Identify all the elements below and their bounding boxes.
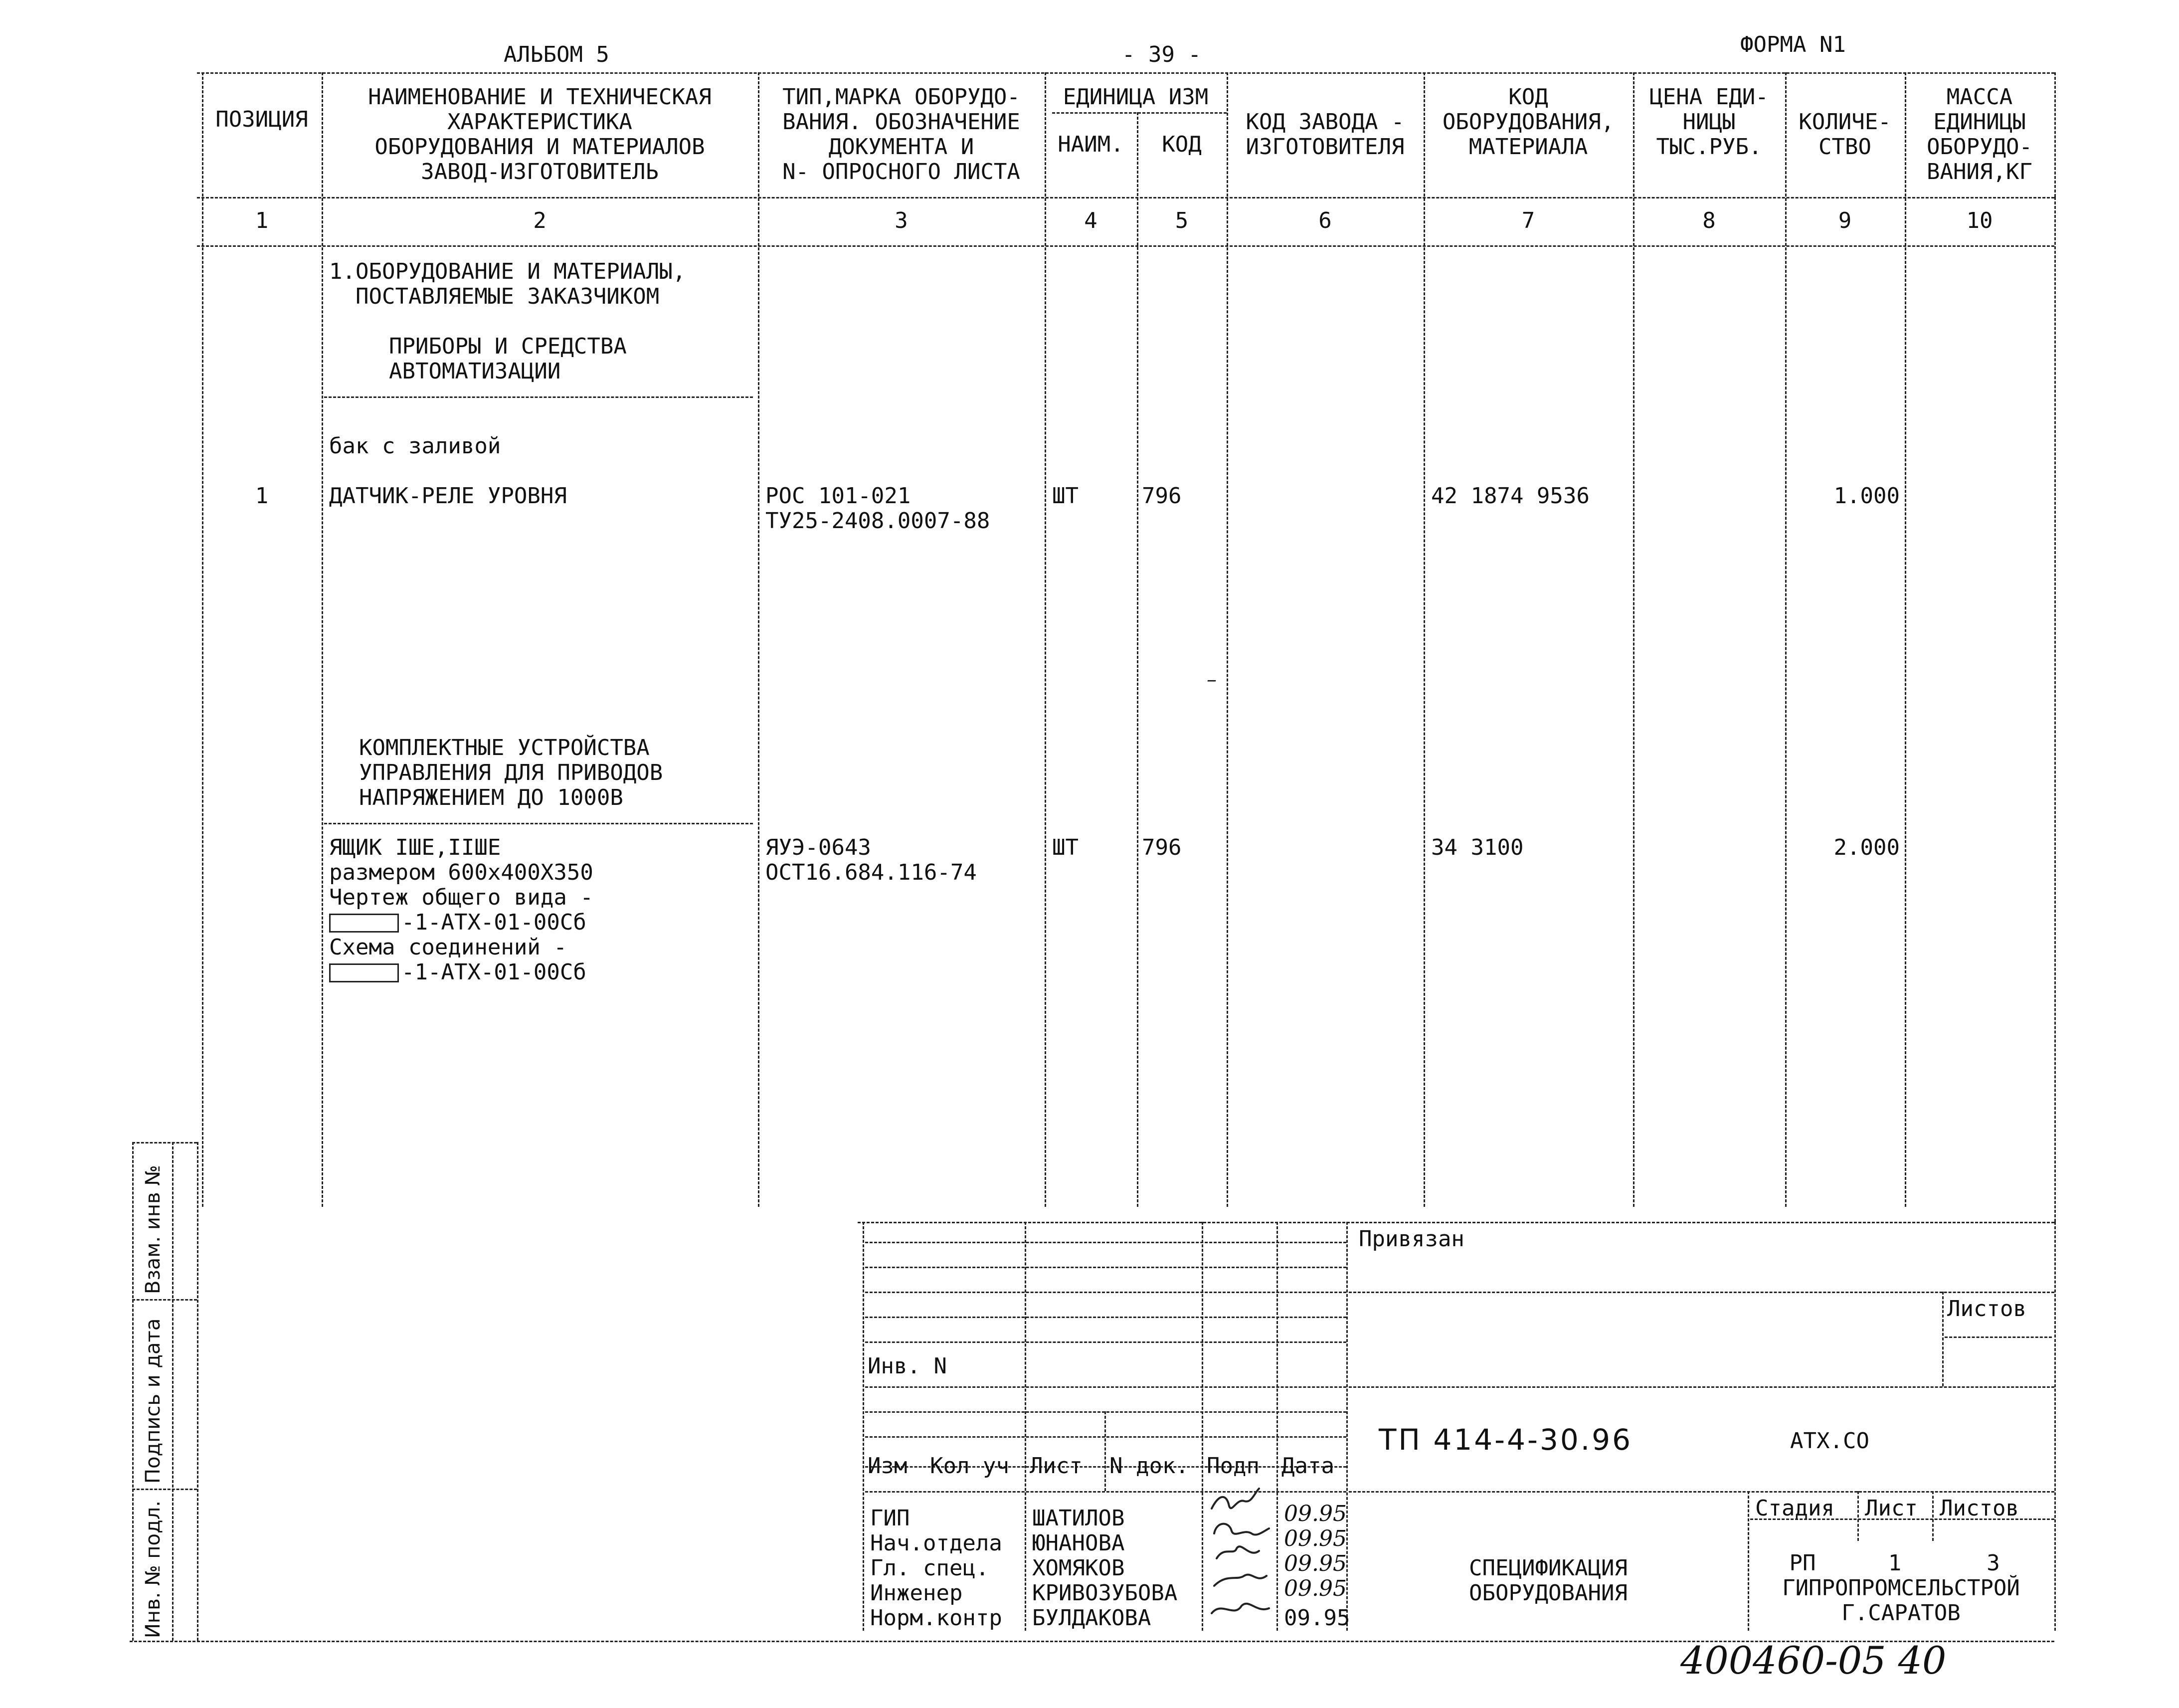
organization-city: Г.САРАТОВ: [1841, 1600, 1961, 1626]
rev-line-7: [865, 1411, 1346, 1413]
col-number-6: 6: [1318, 208, 1332, 233]
stamp-col-mid: [172, 1142, 174, 1641]
col-number-8: 8: [1702, 208, 1716, 233]
item1-equipment-code: 42 1874 9536: [1431, 483, 1590, 509]
col-header-mass: МАССА ЕДИНИЦЫ ОБОРУДО- ВАНИЯ,КГ: [1927, 84, 2032, 185]
role-engineer: Инженер: [870, 1580, 963, 1606]
signature-3: [1217, 1546, 1259, 1558]
item1-position: 1: [255, 483, 269, 509]
staff-name-2: ЮНАНОВА: [1032, 1530, 1125, 1556]
titleblock-top-border: [858, 1222, 2054, 1223]
col-number-3: 3: [895, 208, 908, 233]
section1-title: 1.ОБОРУДОВАНИЕ И МАТЕРИАЛЫ, ПОСТАВЛЯЕМЫЕ ЗАКАЗЧИКОМ: [329, 259, 686, 309]
table-top-border: [197, 72, 2054, 74]
col-border-4: [1137, 112, 1138, 1207]
tank-note: бак с заливой: [329, 433, 501, 459]
bound-label: Привязан: [1359, 1226, 1464, 1252]
sheets-count-header: Листов: [1940, 1496, 2019, 1521]
section1-underline: [324, 396, 753, 398]
item1-type: РОС 101-021 ТУ25-2408.0007-88: [765, 483, 990, 534]
col-header-plant-code: КОД ЗАВОДА - ИЗГОТОВИТЕЛЯ: [1246, 109, 1405, 160]
rev-line-4: [865, 1317, 1346, 1318]
stamp-col-left: [132, 1142, 134, 1641]
unit-group-divider: [1052, 112, 1227, 114]
role-department-head: Нач.отдела: [870, 1530, 1002, 1556]
col-border-2: [758, 72, 759, 1207]
col-header-quantity: КОЛИЧЕ- СТВО: [1799, 109, 1891, 160]
staff-name-1: ШАТИЛОВ: [1032, 1506, 1125, 1531]
sign-date-2: 09.95: [1284, 1526, 1347, 1551]
col-header-position: ПОЗИЦИЯ: [215, 107, 308, 132]
col-number-10: 10: [1966, 208, 1993, 233]
stamp-line-top: [132, 1142, 197, 1143]
rev-line-8: [865, 1436, 1346, 1438]
tb-right-line-3: [1349, 1491, 2054, 1493]
col-header-unit-name: НАИМ.: [1058, 132, 1124, 157]
handwritten-signatures: [1207, 1484, 1276, 1633]
sign-date-4: 09.95: [1284, 1576, 1347, 1601]
document-suffix: АТХ.СО: [1790, 1428, 1869, 1454]
stamp-col-right: [197, 1142, 198, 1641]
item2-quantity: 2.000: [1833, 835, 1900, 860]
stage-header: Стадия: [1755, 1496, 1834, 1521]
header-bottom-border: [197, 197, 2054, 198]
section2-underline: [324, 823, 753, 824]
col-number-4: 4: [1084, 208, 1097, 233]
signature-4: [1214, 1575, 1267, 1586]
stamp-replacement-inventory: Взам. инв №: [142, 1165, 165, 1294]
scheme-code-blank-box: [329, 963, 399, 982]
titleblock-left-border: [863, 1222, 864, 1631]
col-border-left: [202, 72, 203, 1207]
titleblock-right-border: [2054, 1222, 2056, 1631]
col-header-unit-group: ЕДИНИЦА ИЗМ: [1063, 84, 1209, 110]
staff-name-3: ХОМЯКОВ: [1032, 1555, 1125, 1581]
col-number-2: 2: [533, 208, 546, 233]
item1-unit: ШТ: [1052, 483, 1079, 509]
role-chief-specialist: Гл. спец.: [870, 1555, 989, 1581]
sign-date-5: 09.95: [1284, 1605, 1350, 1631]
col-border-3: [1045, 72, 1046, 1207]
stray-mark: –: [1207, 668, 1217, 691]
stage-value: РП: [1789, 1550, 1816, 1576]
role-chief-engineer: ГИП: [870, 1506, 910, 1531]
col-border-6: [1424, 72, 1425, 1207]
tb-col-d: [1276, 1222, 1278, 1631]
document-title: СПЕЦИФИКАЦИЯ ОБОРУДОВАНИЯ: [1469, 1555, 1628, 1606]
tb-col-a: [1025, 1222, 1026, 1631]
col-number-1: 1: [255, 208, 269, 233]
col-border-5: [1227, 72, 1228, 1207]
role-norm-control: Норм.контр: [870, 1605, 1002, 1631]
item2-type: ЯУЭ-0643 ОСТ16.684.116-74: [765, 835, 977, 885]
rev-line-1: [865, 1242, 1346, 1243]
item2-unit-code: 796: [1142, 835, 1182, 860]
tb-sheets-line: [1945, 1336, 2052, 1338]
tb-col-c: [1202, 1222, 1203, 1631]
staff-name-5: БУЛДАКОВА: [1032, 1605, 1151, 1631]
col-number-9: 9: [1838, 208, 1852, 233]
col-border-right: [2054, 197, 2056, 1222]
item2-name-line2: размером 600х400Х350: [329, 860, 593, 885]
col-border-right-top: [2054, 72, 2056, 197]
tb-stage-col-2: [1932, 1491, 1934, 1541]
rev-line-3: [865, 1292, 1346, 1293]
col-header-name: НАИМЕНОВАНИЕ И ТЕХНИЧЕСКАЯ ХАРАКТЕРИСТИКА ОБОРУДОВАНИЯ И МАТЕРИАЛОВ ЗАВОД-ИЗГОТОВИТЕЛЬ: [368, 84, 712, 185]
sheets-count-value: 3: [1987, 1550, 2000, 1576]
col-header-price: ЦЕНА ЕДИ- НИЦЫ ТЫС.РУБ.: [1649, 84, 1769, 160]
col-number-7: 7: [1521, 208, 1535, 233]
signature-5: [1212, 1604, 1269, 1613]
rev-line-2: [865, 1267, 1346, 1268]
album-label: АЛЬБОМ 5: [504, 42, 609, 67]
tb-right-line-1: [1349, 1292, 2054, 1293]
item2-name-line6: -1-АТХ-01-00Сб: [401, 959, 586, 985]
staff-name-4: КРИВОЗУБОВА: [1032, 1580, 1178, 1606]
archive-number: 400460-05 40: [1680, 1638, 1947, 1683]
stamp-signature-date: Подпись и дата: [142, 1318, 165, 1484]
section1-subtitle: ПРИБОРЫ И СРЕДСТВА АВТОМАТИЗАЦИИ: [389, 334, 627, 384]
inventory-label: Инв. N: [868, 1353, 947, 1379]
item2-name-line5: Схема соединений -: [329, 935, 567, 960]
sheets-label: Листов: [1947, 1296, 2026, 1322]
col-number-5: 5: [1175, 208, 1189, 233]
rev-header-doc: N док.: [1109, 1453, 1189, 1479]
organization-name: ГИПРОПРОМСЕЛЬСТРОЙ: [1782, 1575, 2020, 1601]
document-code: ТП 414-4-30.96: [1379, 1423, 1633, 1457]
item1-name: ДАТЧИК-РЕЛЕ УРОВНЯ: [329, 483, 567, 509]
section2-title: КОМПЛЕКТНЫЕ УСТРОЙСТВА УПРАВЛЕНИЯ ДЛЯ ПРИВОДОВ НАПРЯЖЕНИЕМ ДО 1000В: [359, 735, 663, 810]
sign-date-3: 09.95: [1284, 1551, 1347, 1576]
col-header-unit-code: КОД: [1162, 132, 1202, 157]
item1-quantity: 1.000: [1833, 483, 1900, 509]
item2-name-line3: Чертеж общего вида -: [329, 885, 593, 910]
item2-equipment-code: 34 3100: [1431, 835, 1524, 860]
tb-stage-col-1: [1857, 1491, 1859, 1541]
rev-line-6: [865, 1386, 1346, 1388]
signature-2: [1214, 1524, 1269, 1535]
rev-header-sheet: Лист: [1030, 1453, 1083, 1479]
col-header-equipment-code: КОД ОБОРУДОВАНИЯ, МАТЕРИАЛА: [1442, 84, 1615, 160]
page-number: - 39 -: [1122, 42, 1201, 67]
stamp-line-2: [132, 1299, 197, 1301]
col-border-8: [1785, 72, 1787, 1207]
rev-header-date: Дата: [1281, 1453, 1334, 1479]
numbers-bottom-border: [197, 245, 2054, 247]
rev-header-signature: Подп: [1207, 1453, 1260, 1479]
tb-right-line-2: [1349, 1386, 2054, 1388]
signature-1: [1212, 1489, 1259, 1509]
col-border-7: [1633, 72, 1634, 1207]
stamp-original-inventory: Инв. № подл.: [142, 1501, 165, 1638]
stamp-line-3: [132, 1489, 197, 1490]
col-header-type: ТИП,МАРКА ОБОРУДО- ВАНИЯ. ОБОЗНАЧЕНИЕ ДОКУМЕНТА И N- ОПРОСНОГО ЛИСТА: [782, 84, 1020, 185]
item1-unit-code: 796: [1142, 483, 1182, 509]
rev-header-change: Изм: [868, 1453, 908, 1479]
drawing-code-blank-box: [329, 914, 399, 933]
rev-header-count: Кол уч: [930, 1453, 1009, 1479]
item2-name-line4: -1-АТХ-01-00Сб: [401, 910, 586, 935]
form-label: ФОРМА N1: [1740, 32, 1846, 57]
item2-name-line1: ЯЩИК IШЕ,IIШЕ: [329, 835, 501, 860]
col-border-9: [1905, 72, 1906, 1207]
sheet-header: Лист: [1865, 1496, 1918, 1521]
rev-line-5: [865, 1341, 1346, 1343]
col-border-1: [322, 72, 323, 1207]
sheet-value: 1: [1888, 1550, 1902, 1576]
tb-col-b: [1104, 1411, 1106, 1491]
tb-sheets-divider: [1942, 1292, 1944, 1386]
sign-date-1: 09.95: [1284, 1501, 1347, 1526]
item2-unit: ШТ: [1052, 835, 1079, 860]
